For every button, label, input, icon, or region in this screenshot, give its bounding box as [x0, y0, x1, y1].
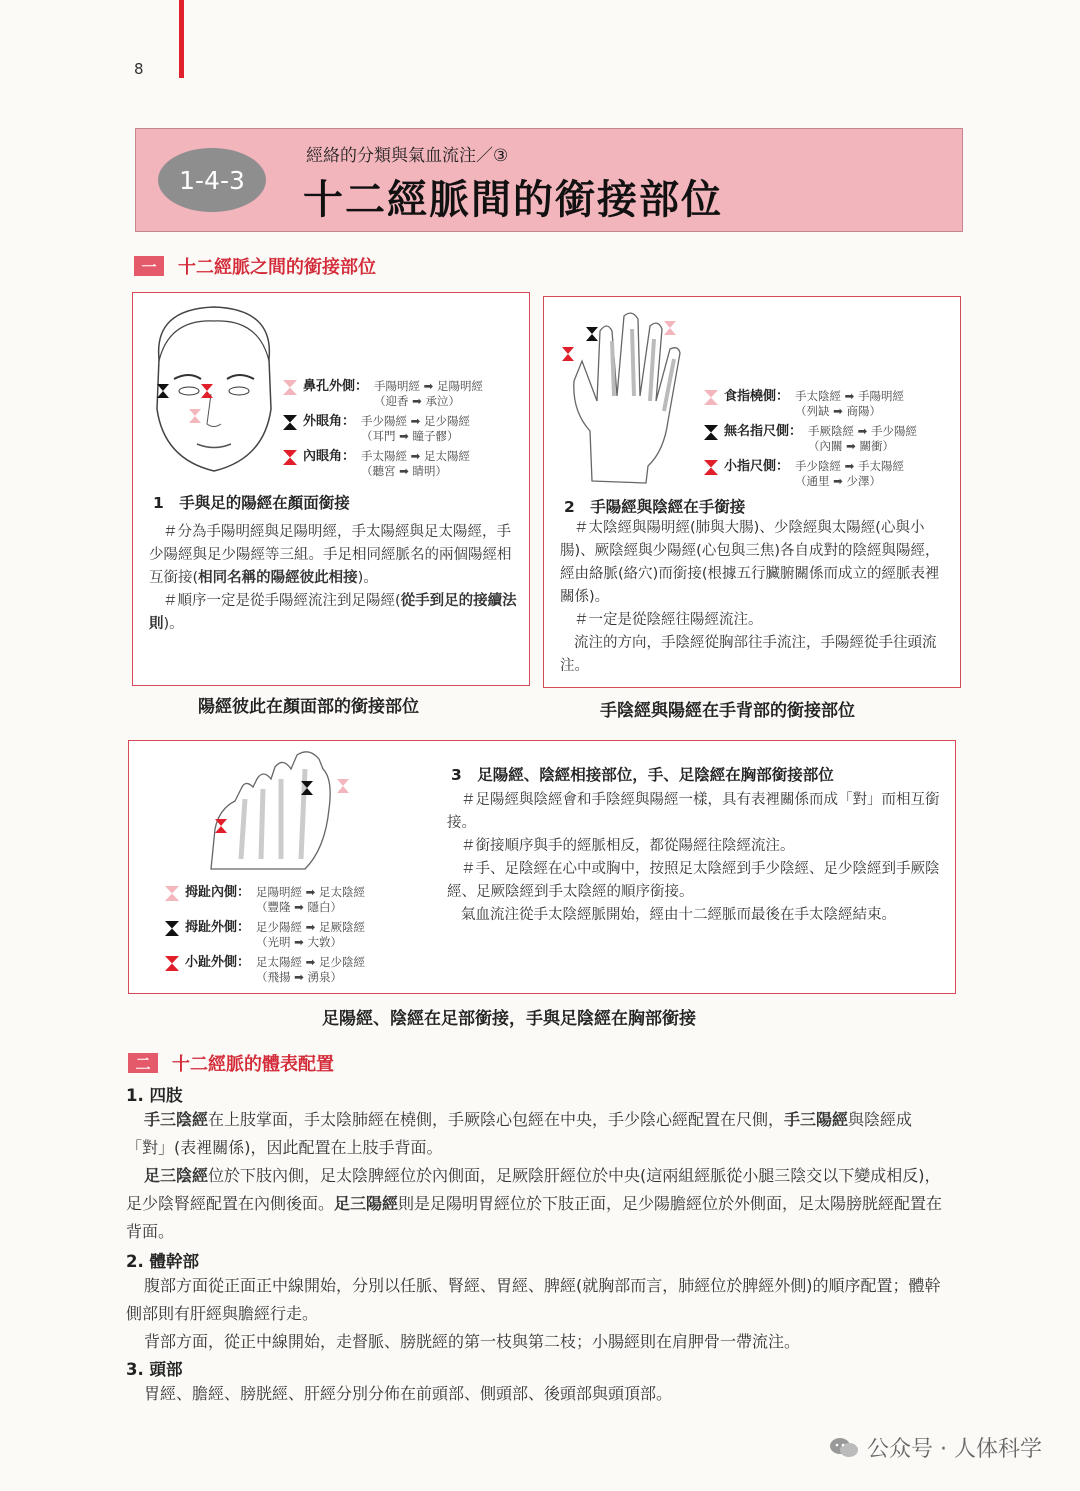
panel1-body: ＃分為手陽明經與足陽明經，手太陽經與足太陽經，手少陽經與足少陽經等三組。手足相同經脈名的兩個陽經相互銜接(相同名稱的陽經彼此相接)。 ＃順序一定是從手陽經流注到足陽經(從手到足的接續法則)。 [149, 524, 517, 632]
paragraph: 胃經、膽經、膀胱經、肝經分別分佈在前頭部、側頭部、後頭部與頭頂部。 [144, 1384, 673, 1403]
red-hourglass-icon [704, 460, 718, 475]
pink-hourglass-icon [283, 380, 297, 395]
legend-row: 小趾外側： 足太陽經 ➡ 足少陰經 （飛揚 ➡ 湧泉） [165, 955, 465, 985]
subheading-head: 3. 頭部 [126, 1360, 183, 1379]
section2-title: 十二經脈的體表配置 [172, 1054, 334, 1075]
legend-row: 食指橈側： 手太陰經 ➡ 手陽明經 （列缺 ➡ 商陽） [704, 389, 954, 419]
panel3-heading: 3 足陽經、陰經相接部位，手、足陰經在胸部銜接部位 [451, 766, 834, 784]
panel-face [132, 292, 530, 686]
page-subtitle: 經絡的分類與氣血流注／③ [306, 146, 509, 166]
section2-mark: 二 [128, 1053, 158, 1073]
foot-legend [165, 885, 465, 990]
red-hourglass-icon [165, 956, 179, 971]
legend-row: 外眼角： 手少陽經 ➡ 足少陽經 （耳門 ➡ 瞳子髎） [283, 414, 523, 444]
panel-foot [128, 740, 956, 994]
red-hourglass-icon [283, 450, 297, 465]
pink-hourglass-icon [165, 886, 179, 901]
legend-row: 無名指尺側： 手厥陰經 ➡ 手少陽經 （內關 ➡ 關衝） [704, 424, 954, 454]
section1-heading [134, 253, 376, 279]
panel-hand [543, 296, 961, 688]
black-hourglass-icon [283, 415, 297, 430]
paragraph: 手三陰經在上肢掌面，手太陰肺經在橈側，手厥陰心包經在中央，手少陰心經配置在尺側，手三陽經與陰經成「對」(表裡關係)，因此配置在上肢手背面。 [126, 1110, 913, 1157]
panel2-caption: 手陰經與陽經在手背部的銜接部位 [600, 701, 855, 721]
black-hourglass-icon [704, 425, 718, 440]
red-margin-line [179, 0, 184, 78]
subheading-trunk: 2. 體幹部 [126, 1252, 199, 1271]
section1-mark: 一 [134, 256, 164, 276]
legend-row: 拇趾外側： 足少陽經 ➡ 足厥陰經 （光明 ➡ 大敦） [165, 920, 465, 950]
wechat-icon [829, 1436, 859, 1460]
page-title: 十二經脈間的銜接部位 [303, 177, 723, 223]
paragraph: 足三陰經位於下肢內側，足太陰脾經位於內側面，足厥陰肝經位於中央(這兩組經脈從小腿三陰交以下變成相反)，足少陰腎經配置在內側後面。足三陽經則是足陽明胃經位於下肢正面，足少陽膽經位於外側面，足太陽膀胱經配置在背面。 [126, 1166, 943, 1241]
panel1-heading: 1 手與足的陽經在顏面銜接 [153, 494, 350, 512]
legend-row: 鼻孔外側： 手陽明經 ➡ 足陽明經 （迎香 ➡ 承泣） [283, 379, 523, 409]
panel2-body: ＃太陰經與陽明經(肺與大腸)、少陰經與太陽經(心與小腸)、厥陰經與少陽經(心包與三焦)各自成對的陰經與陽經，經由絡脈(絡穴)而銜接(根據五行臟腑關係而成立的經脈表裡關係)。 ＃一定是從陰經往陽經流注。 流注的方向，手陰經從胸部往手流注，手陽經從手往頭流注。 [560, 520, 940, 674]
footer-text: 公众号 · 人体科学 [867, 1437, 1042, 1462]
panel2-heading: 2 手陽經與陰經在手銜接 [564, 498, 746, 516]
black-hourglass-icon [165, 921, 179, 936]
legend-row: 拇趾內側： 足陽明經 ➡ 足太陰經 （豐隆 ➡ 隱白） [165, 885, 465, 915]
face-legend [283, 379, 523, 484]
section-badge: 1-4-3 [158, 148, 266, 212]
panel3-body: ＃足陽經與陰經會和手陰經與陽經一樣，具有表裡關係而成「對」而相互銜接。 ＃銜接順序與手的經脈相反，都從陽經往陰經流注。 ＃手、足陰經在心中或胸中，按照足太陰經到手少陰經、足少陰經到手厥陰經、足厥陰經到手太陰經的順序銜接。 氣血流注從手太陰經脈開始，經由十二經脈而最後在手太陰經結束。 [447, 792, 940, 923]
face-illustration [139, 299, 289, 475]
section2-heading [128, 1050, 334, 1076]
subheading-limbs: 1. 四肢 [126, 1086, 183, 1105]
section2-body [126, 1082, 952, 1408]
panel3-caption: 足陽經、陰經在足部銜接，手與足陰經在胸部銜接 [322, 1009, 696, 1029]
foot-illustration [205, 749, 365, 877]
pink-hourglass-icon [704, 390, 718, 405]
footer-attribution [829, 1432, 1042, 1463]
legend-row: 小指尺側： 手少陰經 ➡ 手太陽經 （通里 ➡ 少澤） [704, 459, 954, 489]
hand-illustration [552, 301, 702, 487]
section1-title: 十二經脈之間的銜接部位 [178, 257, 376, 278]
page-number: 8 [134, 60, 144, 78]
hand-legend [704, 389, 954, 494]
panel1-caption: 陽經彼此在顏面部的銜接部位 [198, 697, 419, 717]
legend-row: 內眼角： 手太陽經 ➡ 足太陽經 （聽宮 ➡ 睛明） [283, 449, 523, 479]
paragraph: 背部方面，從正中線開始，走督脈、膀胱經的第一枝與第二枝；小腸經則在肩胛骨一帶流注。 [144, 1332, 801, 1351]
paragraph: 腹部方面從正面正中線開始，分別以任脈、腎經、胃經、脾經(就胸部而言，肺經位於脾經外側)的順序配置；體幹側部則有肝經與膽經行走。 [126, 1276, 941, 1323]
